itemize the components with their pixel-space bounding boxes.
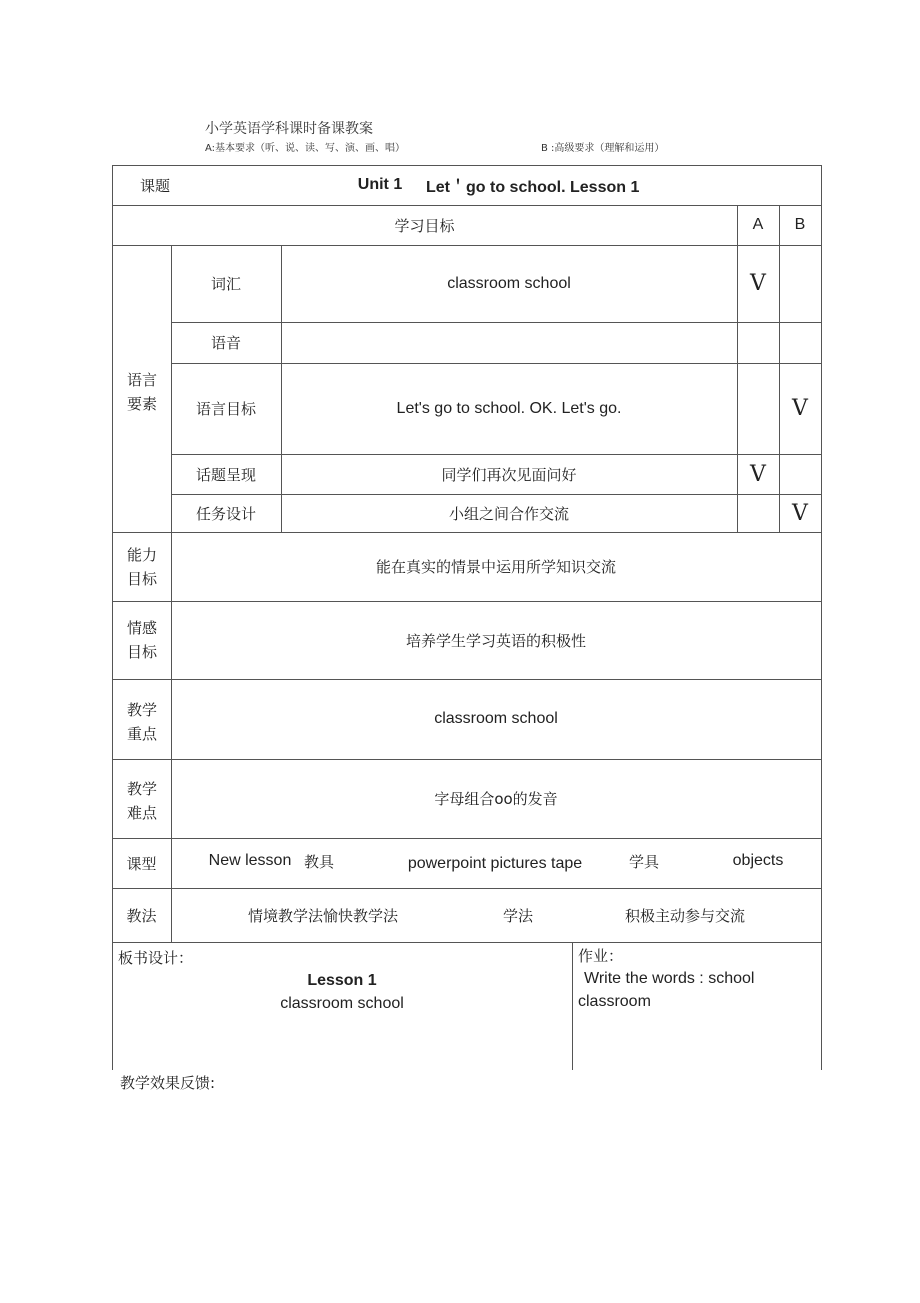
lesson-type-value: New lesson <box>208 852 292 869</box>
task-design-content: 小组之间合作交流 <box>448 504 569 523</box>
learning-method-value: 积极主动参与交流 <box>624 906 745 925</box>
vocab-label: 词汇 <box>210 275 241 293</box>
homework-line2: classroom <box>578 993 651 1010</box>
feedback-label: 教学效果反馈: <box>120 1074 216 1092</box>
method-label: 教法 <box>126 906 157 925</box>
document-title: 小学英语学科课时备课教案 <box>205 121 373 137</box>
topic-present-label: 话题呈现 <box>195 465 256 484</box>
difficulties-label: 教学难点 <box>126 780 157 822</box>
topic-present-check-b <box>779 454 821 494</box>
requirement-b: B :高级要求（理解和运用） <box>541 143 665 154</box>
learning-method-label: 学法 <box>502 906 533 925</box>
vocab-check-a: V <box>750 271 766 296</box>
task-design-label: 任务设计 <box>195 504 256 523</box>
emotion-content: 培养学生学习英语的积极性 <box>405 631 586 650</box>
vocab-check-b <box>779 245 821 322</box>
vocab-content: classroom school <box>447 274 571 292</box>
key-points-label: 教学重点 <box>126 701 157 743</box>
difficulties-content: 字母组合oo的发音 <box>434 790 558 808</box>
goals-header-label: 学习目标 <box>394 216 455 235</box>
student-tools-label: 学具 <box>628 852 659 871</box>
teaching-aids-label: 教具 <box>303 852 334 871</box>
ability-content: 能在真实的情景中运用所学知识交流 <box>375 558 616 576</box>
topic-present-content: 同学们再次见面问好 <box>441 465 577 484</box>
topic-title: Let＇go to school. Lesson 1 <box>426 178 640 196</box>
board-label: 板书设计： <box>118 949 194 967</box>
topic-label: 课题 <box>139 176 170 195</box>
ability-label: 能力目标 <box>126 546 157 588</box>
language-goal-check-b: V <box>792 396 808 421</box>
language-goal-check-a <box>737 363 779 454</box>
language-goal-label: 语言目标 <box>195 400 256 418</box>
goals-col-b: B <box>794 216 806 233</box>
phonetics-label: 语音 <box>210 334 241 352</box>
topic-present-check-a: V <box>750 461 766 487</box>
teaching-aids-value: powerpoint pictures tape <box>407 855 583 872</box>
topic-unit: Unit 1 <box>357 176 403 193</box>
emotion-label: 情感目标 <box>126 619 157 661</box>
language-goal-content: Let's go to school. OK. Let's go. <box>396 399 622 417</box>
goals-col-a: A <box>752 216 764 233</box>
homework-label: 作业： <box>578 947 624 965</box>
language-elements-label: 语言要素 <box>126 371 157 413</box>
lesson-type-label: 课型 <box>126 854 157 873</box>
task-design-check-b: V <box>792 500 808 526</box>
phonetics-content <box>281 322 737 363</box>
board-line1: Lesson 1 <box>307 972 377 989</box>
method-value: 情境教学法愉快教学法 <box>247 906 398 925</box>
student-tools-value: objects <box>732 852 784 869</box>
task-design-check-a <box>737 494 779 532</box>
homework-line1: Write the words : school <box>584 970 755 987</box>
board-line2: classroom school <box>280 995 404 1012</box>
key-points-content: classroom school <box>434 710 558 727</box>
requirement-a: A:基本要求（听、说、读、写、演、画、唱） <box>205 143 406 154</box>
